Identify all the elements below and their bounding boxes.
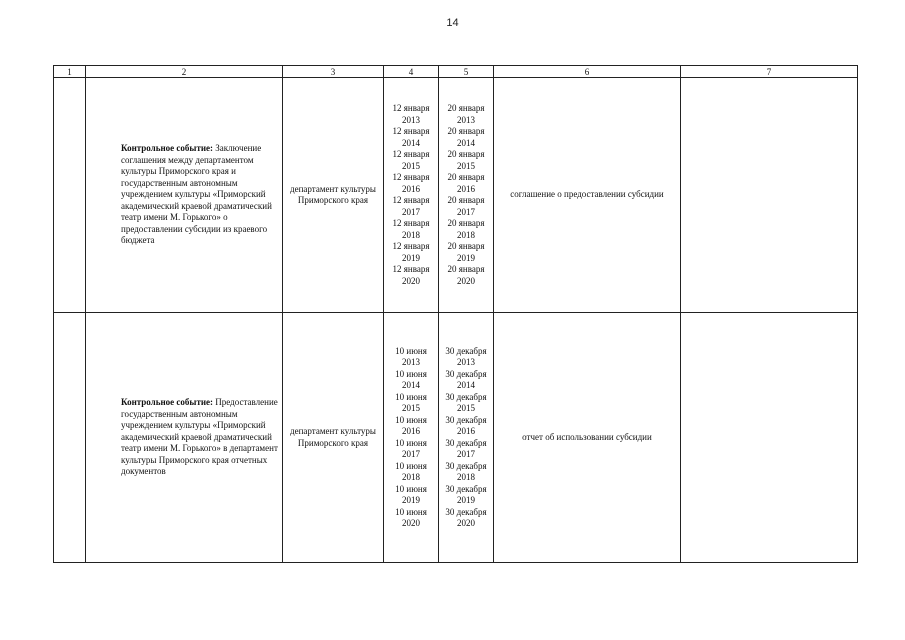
end-dates-cell [439, 313, 494, 563]
date-line: 12 января [392, 103, 430, 113]
date-line: 12 января [392, 218, 430, 228]
date-line: 2018 [402, 472, 420, 482]
date-line: 2013 [402, 357, 420, 367]
result-cell: соглашение о предоставлении субсидии [494, 78, 681, 313]
date-line: 2019 [402, 495, 420, 505]
date-line: 12 января [392, 195, 430, 205]
date-line: 10 июня [395, 368, 427, 379]
date-line: 2017 [402, 206, 420, 217]
notes-cell [681, 313, 858, 563]
date-line: 30 декабря [445, 460, 487, 471]
end-dates-cell [439, 78, 494, 313]
header-col-6: 6 [494, 66, 681, 78]
date-line: 12 января [392, 149, 430, 159]
date-line: 2020 [457, 518, 475, 528]
row-number-cell [54, 313, 86, 563]
date-line: 2019 [457, 495, 475, 505]
date-line: 2016 [457, 183, 475, 194]
date-line: 12 января [392, 126, 430, 136]
date-line: 2019 [402, 252, 420, 263]
date-line: 2013 [457, 114, 475, 125]
header-col-5: 5 [439, 66, 494, 78]
date-line: 2018 [402, 229, 420, 240]
date-line: 2017 [457, 206, 475, 217]
date-line: 30 декабря [445, 506, 487, 517]
date-line: 20 января [447, 172, 485, 182]
executor-cell: департамент культуры Приморского края [283, 78, 384, 313]
date-line: 2014 [457, 137, 475, 148]
date-line: 10 июня [395, 506, 427, 517]
date-line: 20 января [447, 264, 485, 274]
control-events-table [53, 65, 858, 563]
date-line: 30 декабря [445, 368, 487, 379]
date-line: 2015 [402, 403, 420, 413]
date-line: 2020 [457, 275, 475, 286]
header-col-2: 2 [86, 66, 283, 78]
date-line: 30 декабря [445, 391, 487, 402]
date-line: 10 июня [395, 414, 427, 425]
date-line: 12 января [392, 241, 430, 251]
date-line: 2014 [402, 380, 420, 390]
date-line: 2016 [457, 426, 475, 436]
date-line: 10 июня [395, 460, 427, 471]
date-line: 20 января [447, 103, 485, 113]
date-line: 12 января [392, 264, 430, 274]
page-number: 14 [446, 17, 459, 29]
notes-cell [681, 78, 858, 313]
date-line: 2017 [457, 449, 475, 459]
date-line: 2016 [402, 183, 420, 194]
date-line: 10 июня [395, 391, 427, 402]
event-label: Контрольное событие: [121, 143, 214, 154]
date-line: 2020 [402, 518, 420, 528]
date-line: 2015 [457, 403, 475, 413]
date-line: 30 декабря [445, 414, 487, 425]
header-col-4: 4 [384, 66, 439, 78]
date-line: 10 июня [395, 345, 427, 356]
row-number-cell [54, 78, 86, 313]
event-label: Контрольное событие: [121, 397, 214, 408]
table-row [54, 78, 858, 313]
date-line: 2013 [402, 114, 420, 125]
date-line: 20 января [447, 241, 485, 251]
date-line: 2014 [402, 137, 420, 148]
date-line: 20 января [447, 195, 485, 205]
date-line: 2016 [402, 426, 420, 436]
date-line: 10 июня [395, 437, 427, 448]
date-line: 2014 [457, 380, 475, 390]
event-description: Предоставление государственным автономным учреждением культуры «Приморский академический краевой драматический театр имени М. Горького» в департамент культуры Приморского края отчетных документов [121, 397, 278, 477]
result-cell: отчет об использовании субсидии [494, 313, 681, 563]
date-line: 2020 [402, 275, 420, 286]
date-line: 30 декабря [445, 437, 487, 448]
date-line: 20 января [447, 126, 485, 136]
date-line: 2018 [457, 472, 475, 482]
date-line: 30 декабря [445, 345, 487, 356]
date-line: 10 июня [395, 483, 427, 494]
date-line: 2015 [402, 160, 420, 171]
date-line: 12 января [392, 172, 430, 182]
date-line: 2018 [457, 229, 475, 240]
header-col-1: 1 [54, 66, 86, 78]
date-line: 2013 [457, 357, 475, 367]
table-header [54, 66, 858, 78]
date-line: 2017 [402, 449, 420, 459]
event-description: Заключение соглашения между департаментом культуры Приморского края и государственным автономным учреждением культуры «Приморский академический краевой драматический театр имени М. Горького» о предоставлении субсидии из краевого бюджета [121, 143, 272, 246]
header-col-3: 3 [283, 66, 384, 78]
table-row [54, 313, 858, 563]
date-line: 2019 [457, 252, 475, 263]
executor-cell: департамент культуры Приморского края [283, 313, 384, 563]
header-col-7: 7 [681, 66, 858, 78]
event-description-cell [86, 313, 283, 563]
start-dates-cell [384, 313, 439, 563]
date-line: 20 января [447, 149, 485, 159]
date-line: 2015 [457, 160, 475, 171]
date-line: 30 декабря [445, 483, 487, 494]
date-line: 20 января [447, 218, 485, 228]
start-dates-cell [384, 78, 439, 313]
event-description-cell [86, 78, 283, 313]
